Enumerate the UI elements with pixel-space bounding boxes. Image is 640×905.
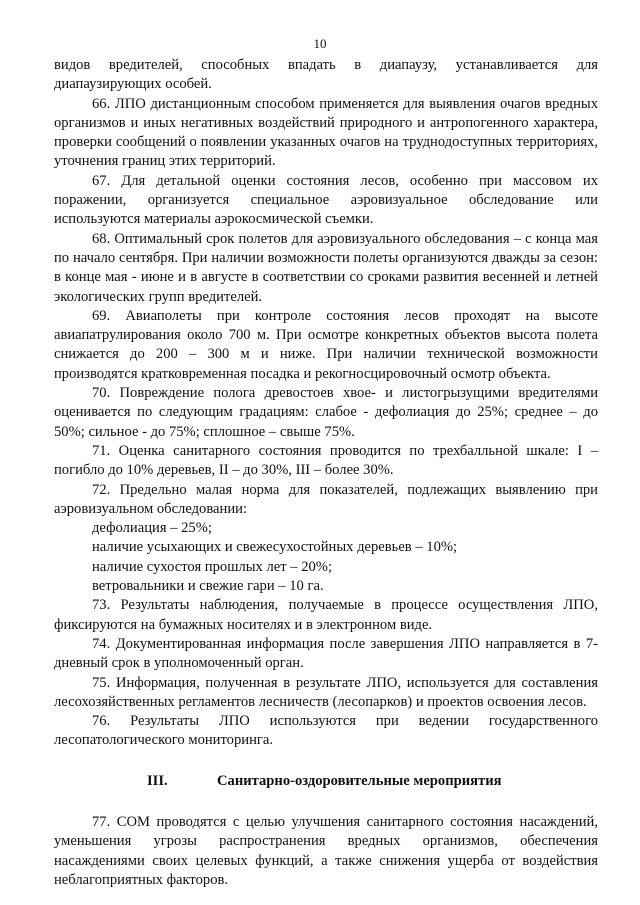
paragraph-71: 71. Оценка санитарного состояния проводится по трехбалльной шкале: I – погибло до 10% деревьев, II – до 30%, III – более 30%. xyxy=(54,442,598,479)
paragraph-67: 67. Для детальной оценки состояния лесов, особенно при массовом их поражении, организуется специальное аэровизуальное обследование или используются материалы аэрокосмической съемки. xyxy=(54,172,598,228)
paragraph-continuation: видов вредителей, способных впадать в диапаузу, устанавливается для диапаузирующих особей. xyxy=(54,57,598,93)
list-item-dead-wood: наличие сухостоя прошлых лет – 20%; xyxy=(92,558,333,575)
paragraph-74: 74. Документированная информация после завершения ЛПО направляется в 7-дневный срок в уполномоченный орган. xyxy=(54,635,598,672)
paragraph-76: 76. Результаты ЛПО используются при ведении государственного лесопатологического мониторинга. xyxy=(54,713,598,749)
paragraph-70: 70. Повреждение полога древостоев хвое- и листогрызущими вредителями оценивается по следующим градациям: слабое - дефолиация до 25%; среднее – до 50%; сильное - до 75%; сплошное – свыше 75%. xyxy=(54,385,598,440)
paragraph-73: 73. Результаты наблюдения, получаемые в процессе осуществления ЛПО, фиксируются на бумажных носителях и в электронном виде. xyxy=(54,597,598,633)
document-body xyxy=(54,56,598,890)
list-item-defoliation: дефолиация – 25%; xyxy=(92,520,212,537)
paragraph-75: 75. Информация, полученная в результате ЛПО, используется для составления лесохозяйственных регламентов лесничеств (лесопарков) и проектов освоения лесов. xyxy=(54,674,598,710)
list-item-windfall: ветровальники и свежие гари – 10 га. xyxy=(92,578,324,595)
paragraph-69: 69. Авиаполеты при контроле состояния лесов проходят на высоте авиапатрулирования около 700 м. При осмотре конкретных объектов высота полета снижается до 200 – 300 м и ниже. При наличии технической возможности производятся кратковременная посадка и рекогносцировочный осмотр объекта. xyxy=(54,307,598,382)
paragraph-68: 68. Оптимальный срок полетов для аэровизуального обследования – с конца мая по начало сентября. При наличии возможности полеты организуются дважды за сезон: в конце мая - июне и в августе в соответствии со сроками развития весенней и летней экологических групп вредителей. xyxy=(54,230,598,305)
paragraph-72: 72. Предельно малая норма для показателей, подлежащих выявлению при аэровизуальном обследовании: xyxy=(54,481,598,517)
list-item-drying-trees: наличие усыхающих и свежесухостойных деревьев – 10%; xyxy=(92,539,458,556)
section-heading xyxy=(54,772,598,791)
paragraph-77: 77. СОМ проводятся с целью улучшения санитарного состояния насаждений, уменьшения угрозы распространения вредных организмов, обеспечения насаждениями своих целевых функций, а также снижения ущерба от воздействия неблагоприятных факторов. xyxy=(54,813,598,888)
page-number: 10 xyxy=(313,36,327,51)
section-number: III. xyxy=(147,772,168,789)
paragraph-66: 66. ЛПО дистанционным способом применяется для выявления очагов вредных организмов и иных негативных воздействий природного и антропогенного характера, проверки сообщений о появлении указанных очагов на труднодоступных территориях, уточнения границ этих территорий. xyxy=(54,95,598,170)
section-title: Санитарно-оздоровительные мероприятия xyxy=(217,772,502,789)
